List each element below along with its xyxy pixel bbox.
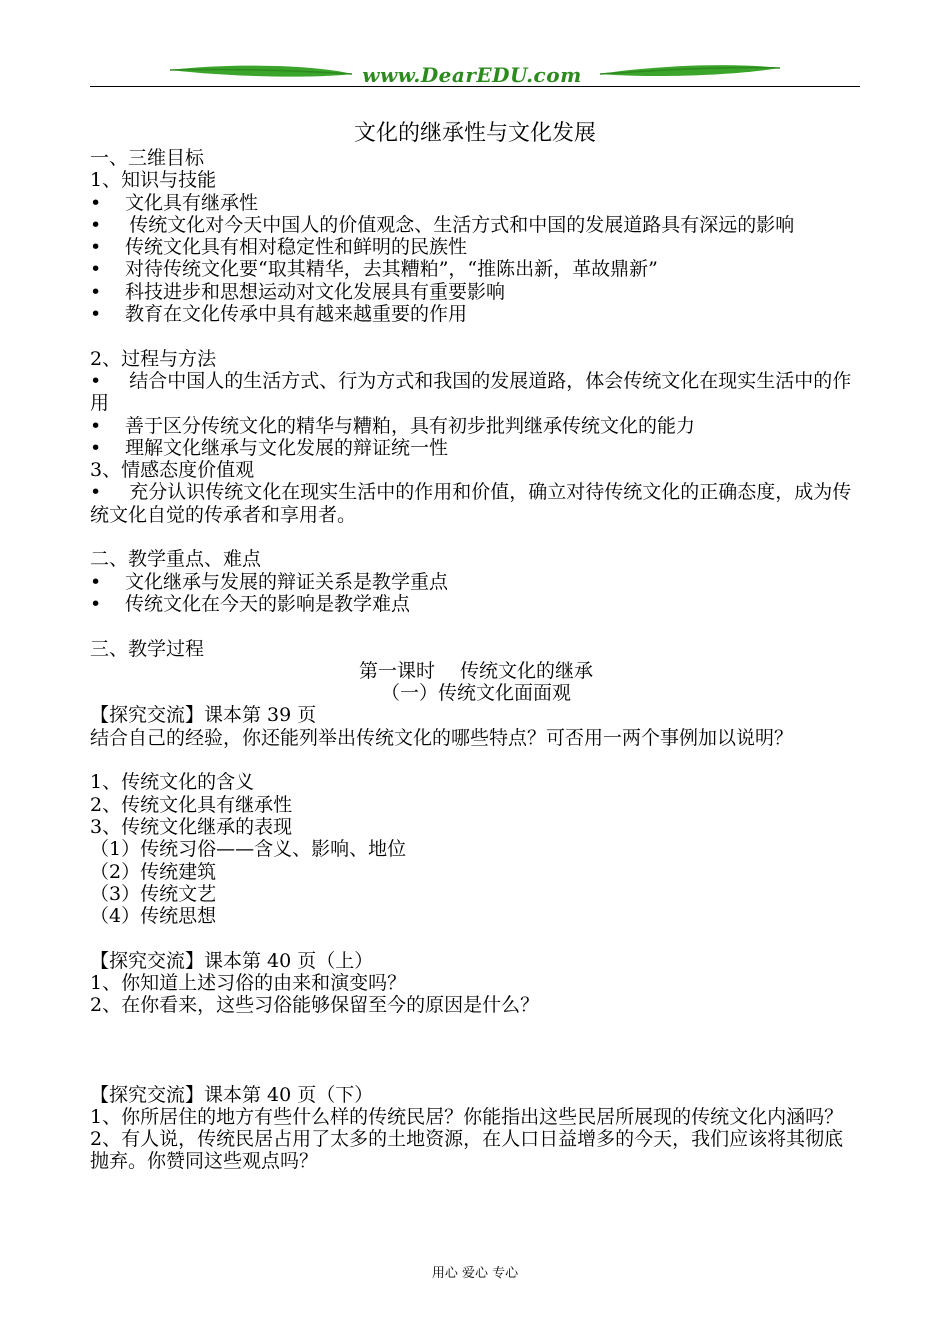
section-heading: 二、教学重点、难点 [90,548,262,571]
document-title: 文化的继承性与文化发展 [353,121,596,146]
bullet-icon: • [90,570,102,593]
list-item: • 教育在文化传承中具有越来越重要的作用 [90,303,468,326]
question-text: 结合自己的经验，你还能列举出传统文化的哪些特点？可否用一两个事例加以说明？ [90,726,794,749]
bullet-icon: • [90,592,102,615]
page-footer: 用心 爱心 专心 [431,1266,519,1281]
list-item: （2）传统建筑 [90,860,217,883]
list-item: 1、传统文化的含义 [90,771,255,794]
question-text: 2、有人说，传统民居占用了太多的土地资源，在人口日益增多的今天，我们应该将其彻底抛弃。你赞同这些观点吗？ [90,1128,844,1173]
lesson-heading: 第一课时 传统文化的继承 [358,659,594,682]
subsection-heading: 2、过程与方法 [90,347,217,370]
bullet-icon: • [90,303,102,326]
question-text: 1、你所居住的地方有些什么样的传统民居？你能指出这些民居所展现的传统文化内涵吗？ [90,1105,844,1128]
list-item: （1）传统习俗——含义、影响、地位 [90,838,407,861]
bullet-icon: • [90,191,102,214]
bullet-icon: • [90,481,102,504]
list-item-wrapped: • 充分认识传统文化在现实生活中的作用和价值，确立对待传统文化的正确态度，成为传统文化自觉的传承者和享用者。 [90,481,852,526]
bullet-icon: • [90,436,102,459]
list-item-wrapped: • 结合中国人的生活方式、行为方式和我国的发展道路，体会传统文化在现实生活中的作用 [90,369,852,415]
explore-heading: 【探究交流】课本第 39 页 [90,704,317,727]
subsection-heading: 3、情感态度价值观 [90,459,255,482]
explore-heading: 【探究交流】课本第 40 页（下） [90,1083,374,1106]
site-logo-text[interactable]: www.DearEDU.com [362,63,582,87]
bullet-icon: • [90,258,102,281]
section-heading: 三、教学过程 [90,637,205,660]
list-item: • 科技进步和思想运动对文化发展具有重要影响 [90,280,506,303]
list-item: （3）传统文艺 [90,882,217,905]
list-item: （4）传统思想 [90,905,217,928]
list-item: • 传统文化在今天的影响是教学难点 [90,592,411,615]
bullet-icon: • [90,369,102,392]
list-item: • 对待传统文化要“取其精华，去其糟粕”，“推陈出新，革故鼎新” [90,258,658,281]
question-text: 1、你知道上述习俗的由来和演变吗？ [90,971,407,994]
list-item-wrapped: • 传统文化对今天中国人的价值观念、生活方式和中国的发展道路具有深远的影响 [90,213,795,236]
list-item: 3、传统文化继承的表现 [90,815,293,838]
bullet-icon: • [90,236,102,259]
bullet-icon: • [90,213,102,236]
list-item: • 理解文化继承与文化发展的辩证统一性 [90,436,449,459]
part-heading: （一）传统文化面面观 [380,682,571,705]
list-item: • 文化继承与发展的辩证关系是教学重点 [90,570,449,593]
section-heading: 一、三维目标 [90,147,205,169]
bullet-icon: • [90,280,102,303]
question-text: 2、在你看来，这些习俗能够保留至今的原因是什么？ [90,994,540,1017]
explore-heading: 【探究交流】课本第 40 页（上） [90,949,374,972]
subsection-heading: 1、知识与技能 [90,169,217,192]
bullet-icon: • [90,414,102,437]
list-item: • 文化具有继承性 [90,191,259,214]
header-divider [90,86,860,87]
list-item: • 传统文化具有相对稳定性和鲜明的民族性 [90,236,468,259]
list-item: • 善于区分传统文化的精华与糟粕，具有初步批判继承传统文化的能力 [90,414,696,437]
document-body [90,147,862,1173]
list-item: 2、传统文化具有继承性 [90,793,293,816]
